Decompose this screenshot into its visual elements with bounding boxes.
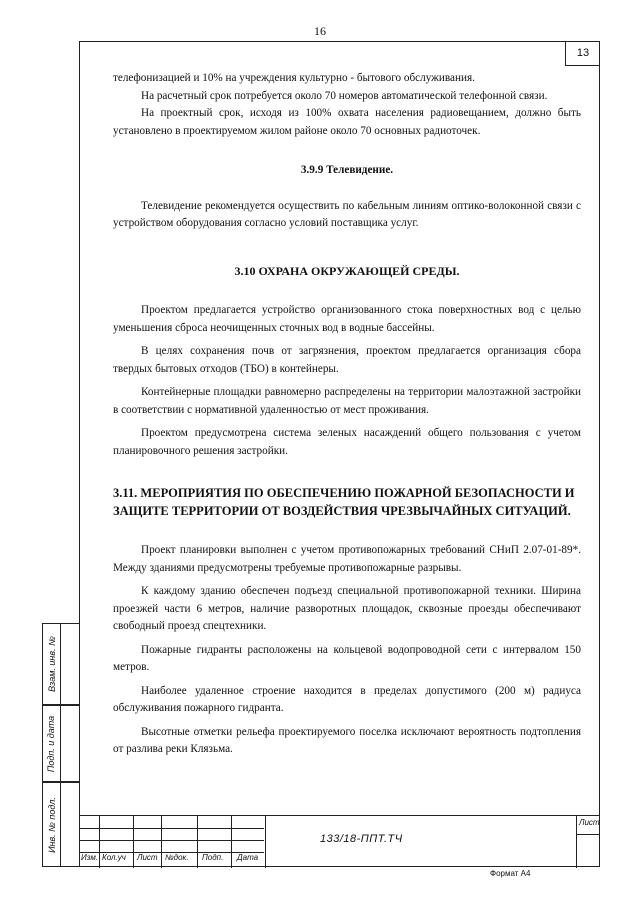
side-label-inv: Инв. № подл. bbox=[46, 796, 57, 853]
side-stamp-vzam bbox=[42, 623, 79, 705]
paragraph: Пожарные гидранты расположены на кольцевой водопроводной сети с интервалом 150 метров. bbox=[113, 643, 581, 673]
paragraph: Наиболее удаленное строение находится в пределах допустимого (200 м) радиуса обслуживания пожарного гидранта. bbox=[113, 684, 581, 714]
paragraph: телефонизацией и 10% на учреждения культурно - бытового обслуживания. bbox=[113, 72, 475, 84]
paragraph: Проектом предусмотрена система зеленых насаждений общего пользования с учетом планировочного решения застройки. bbox=[113, 427, 581, 457]
paragraph: Проектом предлагается устройство организованного стока поверхностных вод с целью уменьшения сброса неочищенных сточных вод в водные бассейны. bbox=[113, 304, 581, 334]
heading-3-11: 3.11. МЕРОПРИЯТИЯ ПО ОБЕСПЕЧЕНИЮ ПОЖАРНОЙ БЕЗОПАСНОСТИ И ЗАЩИТЕ ТЕРРИТОРИИ ОТ ВОЗДЕЙСТВИЯ ЧРЕЗВЫЧАЙНЫХ СИТУАЦИЙ. bbox=[113, 486, 575, 518]
title-label: Дата bbox=[237, 853, 259, 862]
side-label-vzam: Взам. инв. № bbox=[46, 636, 57, 692]
paragraph: В целях сохранения почв от загрязнения, проектом предлагается организация сбора твердых бытовых отходов (ТБО) в контейнеры. bbox=[113, 345, 581, 375]
paragraph: Контейнерные площадки равномерно распределены на территории малоэтажной застройки в соответствии с нормативной удаленностью от мест проживания. bbox=[113, 386, 581, 416]
heading-3-9-9: 3.9.9 Телевидение. bbox=[300, 164, 394, 176]
side-stamp-inv bbox=[42, 782, 79, 867]
side-stamp-podp bbox=[42, 705, 79, 782]
paragraph: Высотные отметки рельефа проектируемого поселка исключают вероятность подтопления от разлива реки Клязьма. bbox=[113, 725, 581, 755]
paragraph: На расчетный срок потребуется около 70 номеров автоматической телефонной связи. bbox=[141, 89, 548, 102]
paragraph: На проектный срок, исходя из 100% охвата населения радиовещанием, должно быть установлено в проектируемом жилом районе около 70 основных радиоточек. bbox=[113, 107, 581, 137]
list-label: Лист bbox=[579, 818, 600, 827]
title-label: Кол.уч bbox=[102, 853, 126, 862]
title-label: Лист bbox=[137, 853, 158, 862]
sheet-number-box: 13 bbox=[565, 41, 600, 66]
title-label: Подп. bbox=[202, 853, 224, 862]
format-label: Формат А4 bbox=[490, 869, 531, 878]
paragraph: К каждому зданию обеспечен подъезд специальной противопожарной техники. Ширина проезжей части 6 метров, наличие разворотных площадок, сквозные проезды обеспечивают свободный проезд спецтехники. bbox=[113, 585, 581, 632]
document-code: 133/18-ППТ.ТЧ bbox=[320, 833, 403, 845]
title-label: №док. bbox=[165, 853, 189, 862]
paragraph: Проект планировки выполнен с учетом противопожарных требований СНиП 2.07-01-89*. Между зданиями предусмотрены требуемые противопожарные разрывы. bbox=[113, 544, 581, 574]
title-label: Изм. bbox=[81, 853, 99, 862]
paragraph: Телевидение рекомендуется осуществить по кабельным линиям оптико-волоконной связи с устройством оборудования согласно условий поставщика услуг. bbox=[113, 199, 581, 229]
document-body bbox=[113, 70, 581, 759]
side-label-podp: Подп. и дата bbox=[46, 715, 57, 772]
heading-3-10: 3.10 ОХРАНА ОКРУЖАЮЩЕЙ СРЕДЫ. bbox=[234, 263, 460, 278]
page-number-top: 16 bbox=[314, 24, 326, 38]
